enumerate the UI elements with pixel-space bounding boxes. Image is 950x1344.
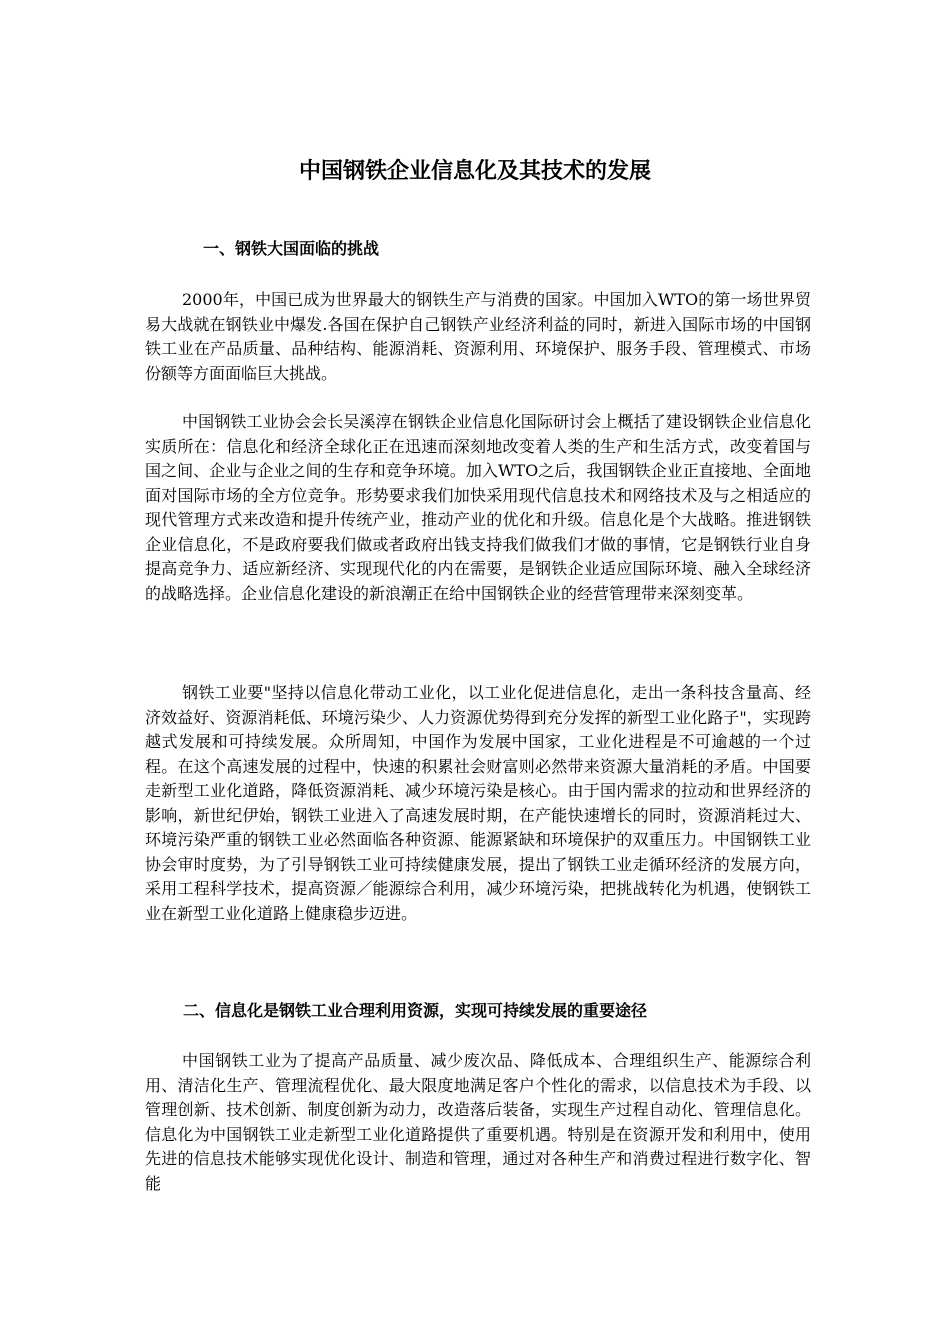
section-heading-informatization: 二、信息化是钢铁工业合理利用资源，实现可持续发展的重要途径 [183, 1001, 648, 1020]
document-title: 中国钢铁企业信息化及其技术的发展 [298, 159, 651, 184]
section-heading-challenges: 一、钢铁大国面临的挑战 [203, 239, 380, 258]
paragraph: 钢铁工业要"坚持以信息化带动工业化，以工业化促进信息化，走出一条科技含量高、经济效益好、资源消耗低、环境污染少、人力资源优势得到充分发挥的新型工业化路子"，实现跨越式发展和可持续发展。众所周知，中国作为发展中国家，工业化进程是不可逾越的一个过程。在这个高速发展的过程中，快速的积累社会财富则必然带来资源大量消耗的矛盾。中国要走新型工业化道路，降低资源消耗、减少环境污染是核心。由于国内需求的拉动和世界经济的影响，新世纪伊始，钢铁工业进入了高速发展时期，在产能快速增长的同时，资源消耗过大、环境污染严重的钢铁工业必然面临各种资源、能源紧缺和环境保护的双重压力。中国钢铁工业协会审时度势，为了引导钢铁工业可持续健康发展，提出了钢铁工业走循环经济的发展方向，采用工程科学技术，提高资源／能源综合利用，减少环境污染，把挑战转化为机遇，使钢铁工业在新型工业化道路上健康稳步迈进。 [145, 683, 811, 923]
paragraph: 2000年，中国已成为世界最大的钢铁生产与消费的国家。中国加入WTO的第一场世界贸易大战就在钢铁业中爆发.各国在保护自己钢铁产业经济利益的同时，新进入国际市场的中国钢铁工业在产品质量、品种结构、能源消耗、资源利用、环境保护、服务手段、管理模式、市场份额等方面面临巨大挑战。 [145, 290, 811, 383]
paragraph: 中国钢铁工业为了提高产品质量、减少废次品、降低成本、合理组织生产、能源综合利用、清洁化生产、管理流程优化、最大限度地满足客户个性化的需求，以信息技术为手段、以管理创新、技术创新、制度创新为动力，改造落后装备，实现生产过程自动化、管理信息化。信息化为中国钢铁工业走新型工业化道路提供了重要机遇。特别是在资源开发和利用中，使用先进的信息技术能够实现优化设计、制造和管理，通过对各种生产和消费过程进行数字化、智能 [145, 1051, 811, 1193]
paragraph: 中国钢铁工业协会会长吴溪淳在钢铁企业信息化国际研讨会上概括了建设钢铁企业信息化实质所在：信息化和经济全球化正在迅速而深刻地改变着人类的生产和生活方式，改变着国与国之间、企业与企业之间的生存和竞争环境。加入WTO之后，我国钢铁企业正直接地、全面地面对国际市场的全方位竞争。形势要求我们加快采用现代信息技术和网络技术及与之相适应的现代管理方式来改造和提升传统产业，推动产业的优化和升级。信息化是个大战略。推进钢铁企业信息化，不是政府要我们做或者政府出钱支持我们做我们才做的事情，它是钢铁行业自身提高竞争力、适应新经济、实现现代化的内在需要，是钢铁企业适应国际环境、融入全球经济的战略选择。企业信息化建设的新浪潮正在给中国钢铁企业的经营管理带来深刻变革。 [145, 412, 811, 603]
